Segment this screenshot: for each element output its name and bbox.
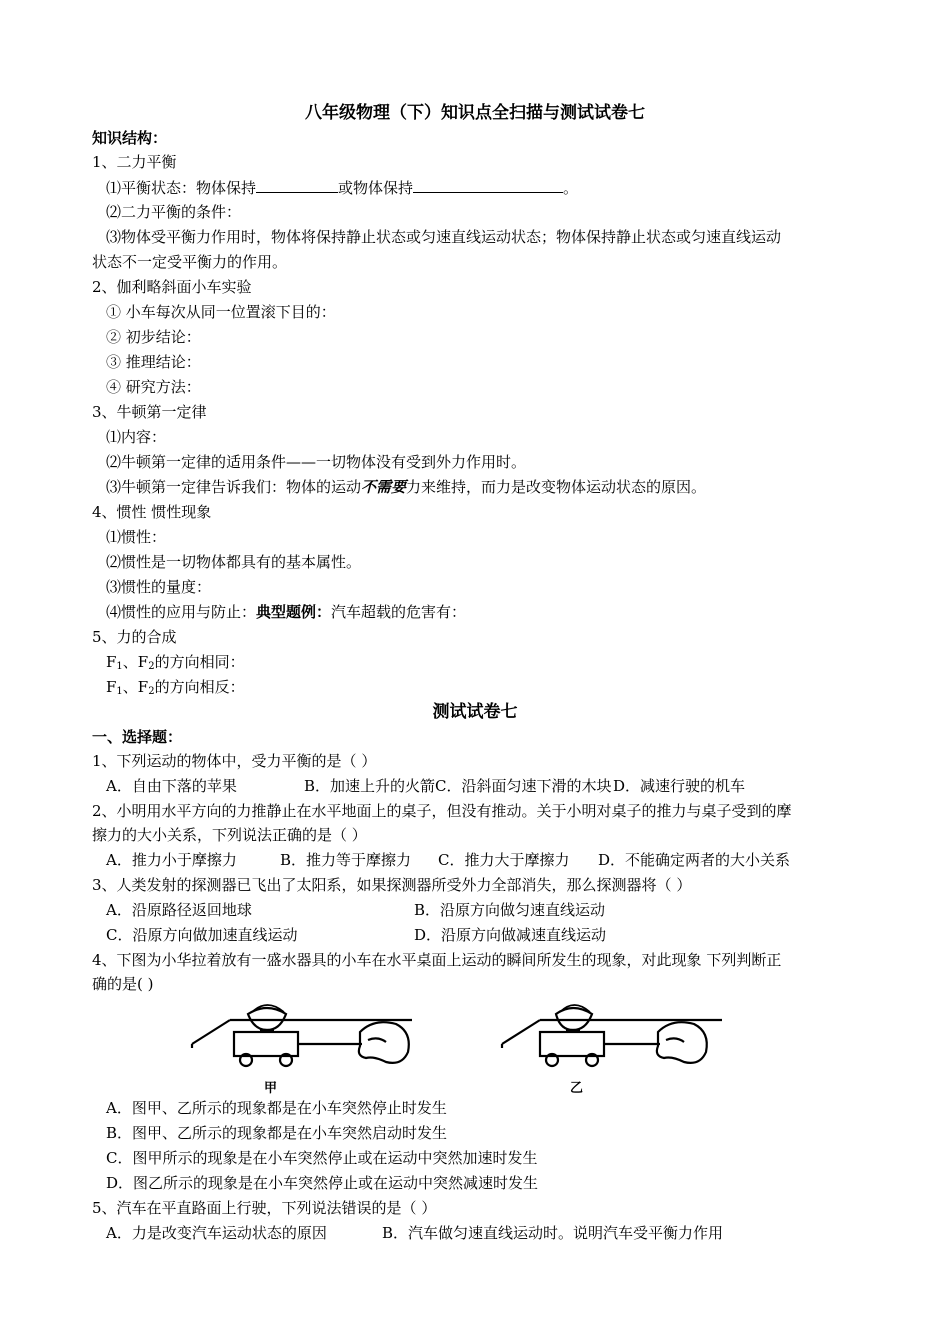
s3-item-3-text-a: ⑶牛顿第一定律告诉我们：物体的运动 [106,478,362,496]
q1-stem: 1、下列运动的物体中，受力平衡的是（ ） [92,752,377,770]
s1-item-1-text-a: ⑴平衡状态：物体保持 [106,179,257,197]
section-4-heading: 4、惯性 惯性现象 [92,503,212,521]
q1-options [106,776,745,796]
s4-item-3: ⑶惯性的量度： [106,578,212,596]
force-symbol: F [106,678,117,696]
s1-item-3b: 状态不一定受平衡力的作用。 [92,253,288,271]
q3-option-d: D．沿原方向做减速直线运动 [414,926,607,944]
q2-stem-b: 擦力的大小关系，下列说法正确的是（ ） [92,826,367,844]
q1-option-d: D．减速行驶的机车 [613,777,746,795]
knowledge-header: 知识结构： [92,129,168,147]
cart-figure-right [500,1000,740,1096]
cart-figure-left [190,1000,430,1096]
s2-item-1: ① 小车每次从同一位置滚下目的： [106,303,336,321]
q3-option-a: A．沿原路径返回地球 [106,901,252,919]
q1-option-c: C．沿斜面匀速下滑的木块 [435,777,612,795]
q2-option-c: C．推力大于摩擦力 [438,851,570,869]
subscript: 1 [116,686,123,697]
s4-item-1: ⑴惯性： [106,528,167,546]
page-title: 八年级物理（下）知识点全扫描与测试试卷七 [305,103,645,123]
section-2-heading: 2、伽利略斜面小车实验 [92,278,252,296]
q3-option-c: C．沿原方向做加速直线运动 [106,926,298,944]
s3-item-3-text-c: 力来维持，而力是改变物体运动状态的原因。 [406,478,707,496]
q3-stem: 3、人类发射的探测器已飞出了太阳系，如果探测器所受外力全部消失，那么探测器将（ ） [92,876,692,894]
force-symbol: F [106,653,117,671]
s3-item-1: ⑴内容： [106,428,167,446]
force-symbol: 、F [122,653,149,671]
s5-item-1-text: 的方向相同： [154,653,245,671]
s3-item-2: ⑵牛顿第一定律的适用条件——一切物体没有受到外力作用时。 [106,453,527,471]
s5-item-2-text: 的方向相反： [154,678,245,696]
s4-item-4-text-a: ⑷惯性的应用与防止： [106,603,257,621]
subscript: 2 [148,661,155,672]
q4-stem-b: 确的是( ) [92,975,154,993]
s1-item-1 [106,177,578,198]
force-symbol: 、F [122,678,149,696]
blank-line [413,177,563,193]
q2-stem-a: 2、小明用水平方向的力推静止在水平地面上的桌子，但没有推动。关于小明对桌子的推力与桌子受到的摩 [92,802,792,820]
q1-option-b: B．加速上升的火箭 [304,777,436,795]
fig-label-left: 甲 [264,1081,278,1096]
s4-example-label: 典型题例： [256,603,332,621]
subscript: 2 [148,686,155,697]
s4-item-4-text-c: 汽车超载的危害有： [331,603,467,621]
q5-options [106,1223,723,1243]
q4-option-d: D．图乙所示的现象是在小车突然停止或在运动中突然减速时发生 [106,1174,539,1192]
s3-emphasis: 不需要 [361,478,407,496]
s1-item-2: ⑵二力平衡的条件： [106,203,242,221]
q4-option-a: A．图甲、乙所示的现象都是在小车突然停止时发生 [106,1099,447,1117]
subscript: 1 [116,661,123,672]
s1-item-1-text-b: 或物体保持 [338,179,414,197]
s1-item-1-text-c: 。 [563,179,579,197]
q2-option-b: B．推力等于摩擦力 [280,851,412,869]
q2-options [106,850,790,870]
q1-option-a: A．自由下落的苹果 [106,777,237,795]
choice-header: 一、选择题： [92,728,183,746]
s3-item-3 [106,477,706,497]
section-5-heading: 5、力的合成 [92,628,177,646]
q5-stem: 5、汽车在平直路面上行驶，下列说法错误的是（ ） [92,1199,437,1217]
q4-option-c: C．图甲所示的现象是在小车突然停止或在运动中突然加速时发生 [106,1149,538,1167]
s4-item-2: ⑵惯性是一切物体都具有的基本属性。 [106,553,362,571]
s1-item-3a: ⑶物体受平衡力作用时，物体将保持静止状态或匀速直线运动状态；物体保持静止状态或匀速直线运动 [106,228,782,246]
s2-item-2: ② 初步结论： [106,328,201,346]
section-3-heading: 3、牛顿第一定律 [92,403,207,421]
q5-option-b: B．汽车做匀速直线运动时。说明汽车受平衡力作用 [382,1224,724,1242]
s2-item-3: ③ 推理结论： [106,353,201,371]
s2-item-4: ④ 研究方法： [106,378,201,396]
blank-line [256,177,338,193]
fig-label-right: 乙 [570,1081,584,1096]
section-1-heading: 1、二力平衡 [92,153,177,171]
q5-option-a: A．力是改变汽车运动状态的原因 [106,1224,327,1242]
q4-option-b: B．图甲、乙所示的现象都是在小车突然启动时发生 [106,1124,448,1142]
q2-option-d: D．不能确定两者的大小关系 [598,851,791,869]
s5-item-1 [106,652,245,677]
s5-item-2 [106,677,245,702]
test-title: 测试试卷七 [432,702,518,722]
q4-stem-a: 4、下图为小华拉着放有一盛水器具的小车在水平桌面上运动的瞬间所发生的现象，对此现象 下列判断正 [92,951,782,969]
q2-option-a: A．推力小于摩擦力 [106,851,237,869]
q3-option-b: B．沿原方向做匀速直线运动 [414,901,606,919]
s4-item-4 [106,602,466,622]
